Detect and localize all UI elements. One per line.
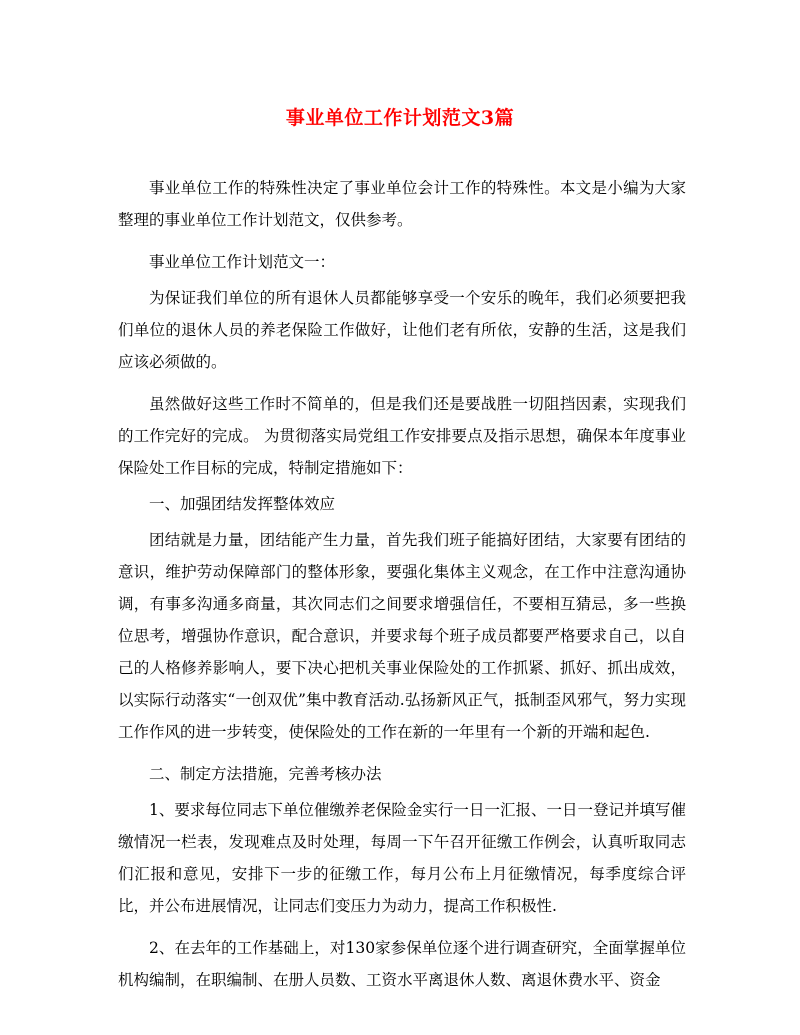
- document-title: 事业单位工作计划范文3篇: [285, 107, 515, 129]
- body-paragraph: 为保证我们单位的所有退休人员都能够享受一个安乐的晚年，我们必须要把我们单位的退休人员的养老保险工作做好，让他们老有所依，安静的生活，这是我们应该必须做的。: [118, 289, 686, 371]
- intro-paragraph: 事业单位工作的特殊性决定了事业单位会计工作的特殊性。本文是小编为大家整理的事业单位工作计划范文，仅供参考。: [118, 179, 686, 229]
- body-paragraph: 1、要求每位同志下单位催缴养老保险金实行一日一汇报、一日一登记并填写催缴情况一栏表，发现难点及时处理，每周一下午召开征缴工作例会，认真听取同志们汇报和意见，安排下一步的征缴工作，每月公布上月征缴情况，每季度综合评比，并公布进展情况，让同志们变压力为动力，提高工作积极性.: [118, 801, 686, 915]
- document-body: [118, 172, 686, 1006]
- body-paragraph: 2、在去年的工作基础上，对130家参保单位逐个进行调查研究，全面掌握单位机构编制，在职编制、在册人员数、工资水平离退休人数、离退休费水平、资金: [118, 939, 686, 989]
- body-paragraph: 团结就是力量，团结能产生力量，首先我们班子能搞好团结，大家要有团结的意识，维护劳动保障部门的整体形象，要强化集体主义观念，在工作中注意沟通协调，有事多沟通多商量，其次同志们之间要求增强信任，不要相互猜忌，多一些换位思考，增强协作意识，配合意识，并要求每个班子成员都要严格要求自己，以自己的人格修养影响人，要下决心把机关事业保险处的工作抓紧、抓好、抓出成效，以实际行动落实“一创双优”集中教育活动.弘扬新风正气，抵制歪风邪气，努力实现工作作风的进一步转变，使保险处的工作在新的一年里有一个新的开端和起色.: [118, 531, 686, 741]
- section-heading-sample-one: 事业单位工作计划范文一：: [149, 253, 336, 271]
- subheading-methods: 二、制定方法措施，完善考核办法: [149, 765, 382, 783]
- subheading-unity: 一、加强团结发挥整体效应: [149, 495, 336, 513]
- body-paragraph: 虽然做好这些工作时不简单的，但是我们还是要战胜一切阻挡因素，实现我们的工作完好的完成。 为贯彻落实局党组工作安排要点及指示思想，确保本年度事业保险处工作目标的完成，特制定措施如下：: [118, 395, 686, 477]
